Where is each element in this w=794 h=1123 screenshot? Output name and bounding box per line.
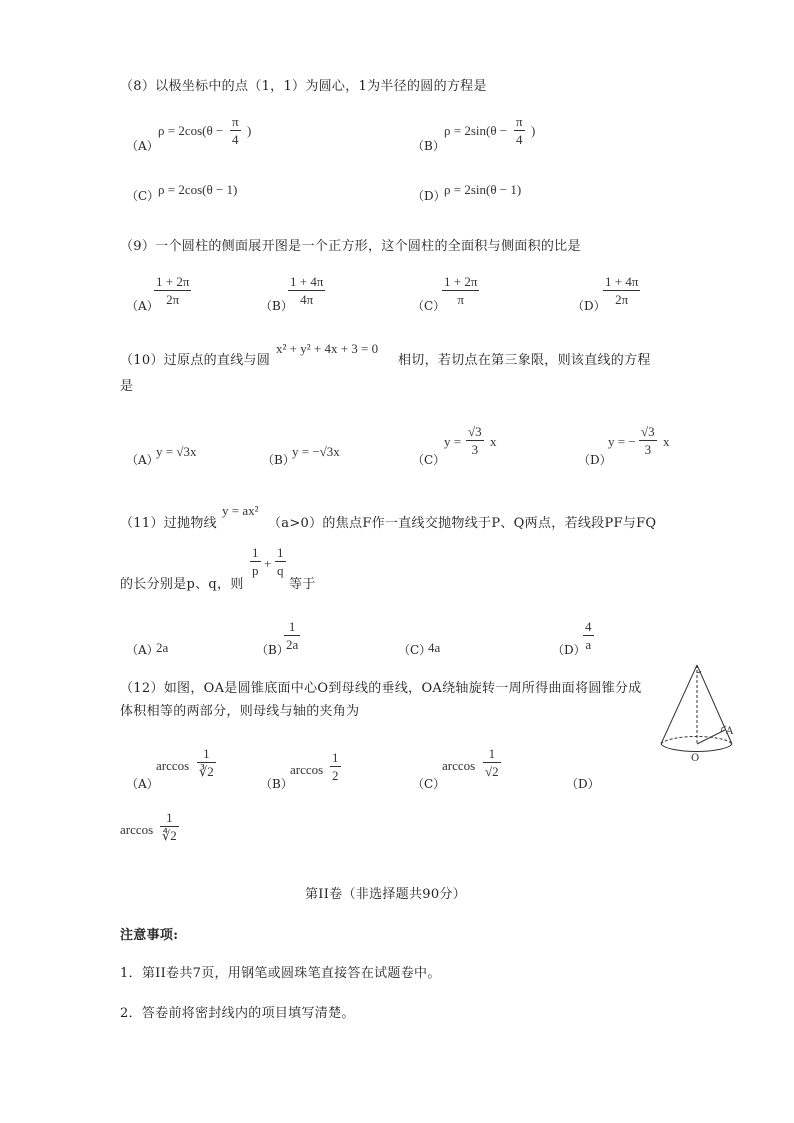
denominator: 4 [516,132,523,147]
denominator: ∜2 [162,828,177,843]
q10-option-d-post: x [663,434,670,449]
denominator: 2π [166,292,180,307]
q9-option-b-fraction [288,274,325,307]
denominator: a [585,637,592,652]
q12-option-c-fn: arccos [442,758,476,773]
q9-option-b-label: （B） [260,299,293,313]
q12-option-b-fraction [330,750,341,783]
q10-circle-equation: x² + y² + 4x + 3 = 0 [276,341,379,356]
point-a-label: A [726,726,734,737]
denominator: 2π [615,292,629,307]
q10-option-b-label: （B） [262,453,295,467]
q12-option-a-label: （A） [126,777,159,791]
notes-title: 注意事项: [120,928,179,943]
denominator: 2 [332,768,339,783]
q8-option-b-fraction [514,114,525,147]
numerator: π [516,114,523,129]
q8-option-a-close: ) [247,123,252,138]
q8-option-a-fraction [230,114,241,147]
q9-option-d-label: （D） [572,299,606,313]
numerator: 1 [332,750,339,765]
numerator: 4 [585,619,592,634]
q8-stem: （8）以极坐标中的点（1，1）为圆心，1为半径的圆的方程是 [120,79,487,94]
q10-option-a-label: （A） [126,453,159,467]
q12-option-b-label: （B） [260,777,293,791]
q10-option-c-pre: y = [444,434,462,449]
q9-option-a-fraction [154,274,191,307]
denominator: ∛2 [199,764,214,779]
note-2: 2．答卷前将密封线内的项目填写清楚。 [120,1006,355,1021]
q10-option-c-label: （C） [412,453,446,467]
numerator: √3 [468,424,482,439]
q11-stem-d: 等于 [289,577,316,592]
q8-option-b-close: ) [531,123,536,138]
q8-option-d-expr: ρ = 2sin(θ − 1) [444,182,522,197]
q12-option-a-fraction [197,746,216,779]
q8-option-d-label: （D） [412,189,446,203]
numerator: 1 [277,545,284,560]
q11-option-a-label: （A） [126,643,159,657]
q11-fraction-1-over-p [250,545,261,578]
denominator: π [457,292,464,307]
q12-stem-a: （12）如图，OA是圆锥底面中心O到母线的垂线，OA绕轴旋转一周所得曲面将圆锥分成 [120,681,642,696]
denominator: 3 [471,442,479,457]
q9-option-c-fraction [442,274,479,307]
q11-stem-a: （11）过抛物线 [120,516,217,531]
cone-figure [655,660,745,770]
numerator: √3 [641,424,655,439]
q12-option-b-fn: arccos [290,762,324,777]
apex-angle-mark [697,671,701,673]
q10-option-c-post: x [490,434,497,449]
denominator: 2a [286,637,299,652]
cone-left-generatrix [661,665,697,744]
q12-option-c-label: （C） [412,777,446,791]
q9-option-d-fraction [603,274,640,307]
q11-plus: + [264,556,272,571]
q9-option-a-label: （A） [126,299,159,313]
denominator: 3 [644,442,652,457]
q11-option-c-expr: 4a [428,640,441,655]
q9-stem: （9）一个圆柱的侧面展开图是一个正方形，这个圆柱的全面积与侧面积的比是 [120,239,581,254]
q8-option-c-label: （C） [126,189,160,203]
q12-stem-b: 体积相等的两部分，则母线与轴的夹角为 [120,704,360,719]
denominator: q [277,563,284,578]
q11-option-c-label: （C） [398,643,432,657]
q10-option-d-label: （D） [578,453,612,467]
q8-option-a-expr: ρ = 2cos(θ − [158,123,224,138]
q10-option-d-pre: y = − [608,434,636,449]
q11-stem-b: （a>0）的焦点F作一直线交抛物线于P、Q两点，若线段PF与FQ [268,516,657,531]
q10-stem-c: 是 [120,379,134,394]
q10-option-a-expr: y = √3x [156,444,197,459]
q10-option-c-fraction [466,424,484,457]
q11-option-d-label: （D） [552,643,586,657]
q9-option-c-label: （C） [412,299,446,313]
q12-option-a-fn: arccos [156,758,190,773]
section-title: 第II卷（非选择题共90分） [305,887,467,902]
q10-option-d-fraction [639,424,657,457]
numerator: 1 [252,545,259,560]
numerator: 1 [166,810,173,825]
denominator: 4π [300,292,314,307]
numerator: π [232,114,239,129]
q12-option-c-fraction [483,746,501,779]
q8-option-a-label: （A） [126,139,159,153]
q10-stem-a: （10）过原点的直线与圆 [120,353,271,368]
denominator: √2 [485,764,499,779]
denominator: p [252,563,259,578]
cone-base-front [661,744,732,752]
q8-option-b-label: （B） [412,139,445,153]
q12-option-d-label: （D） [566,777,600,791]
q11-stem-c: 的长分别是p、q，则 [120,577,244,592]
q11-fraction-1-over-q [275,545,286,578]
q8-option-c-expr: ρ = 2cos(θ − 1) [158,182,238,197]
q10-stem-b: 相切，若切点在第三象限，则该直线的方程 [398,353,651,368]
q12-option-d-fn: arccos [120,822,154,837]
numerator: 1 [488,746,496,761]
q8-option-b-expr: ρ = 2sin(θ − [444,123,508,138]
q10-option-b-expr: y = −√3x [292,444,340,459]
q11-option-b-label: （B） [256,643,289,657]
note-1: 1．第II卷共7页，用钢笔或圆珠笔直接答在试题卷中。 [120,966,441,981]
q11-option-a-expr: 2a [156,640,169,655]
point-o-label: O [691,753,700,764]
numerator: 1 + 2π [444,274,478,289]
q11-option-b-fraction [284,619,300,652]
q11-option-d-fraction [583,619,594,652]
numerator: 1 + 4π [605,274,639,289]
q11-parabola: y = ax² [222,503,259,518]
numerator: 1 + 4π [290,274,324,289]
numerator: 1 [288,619,296,634]
q12-option-d-fraction [160,810,179,843]
numerator: 1 + 2π [156,274,190,289]
denominator: 4 [232,132,239,147]
numerator: 1 [203,746,210,761]
